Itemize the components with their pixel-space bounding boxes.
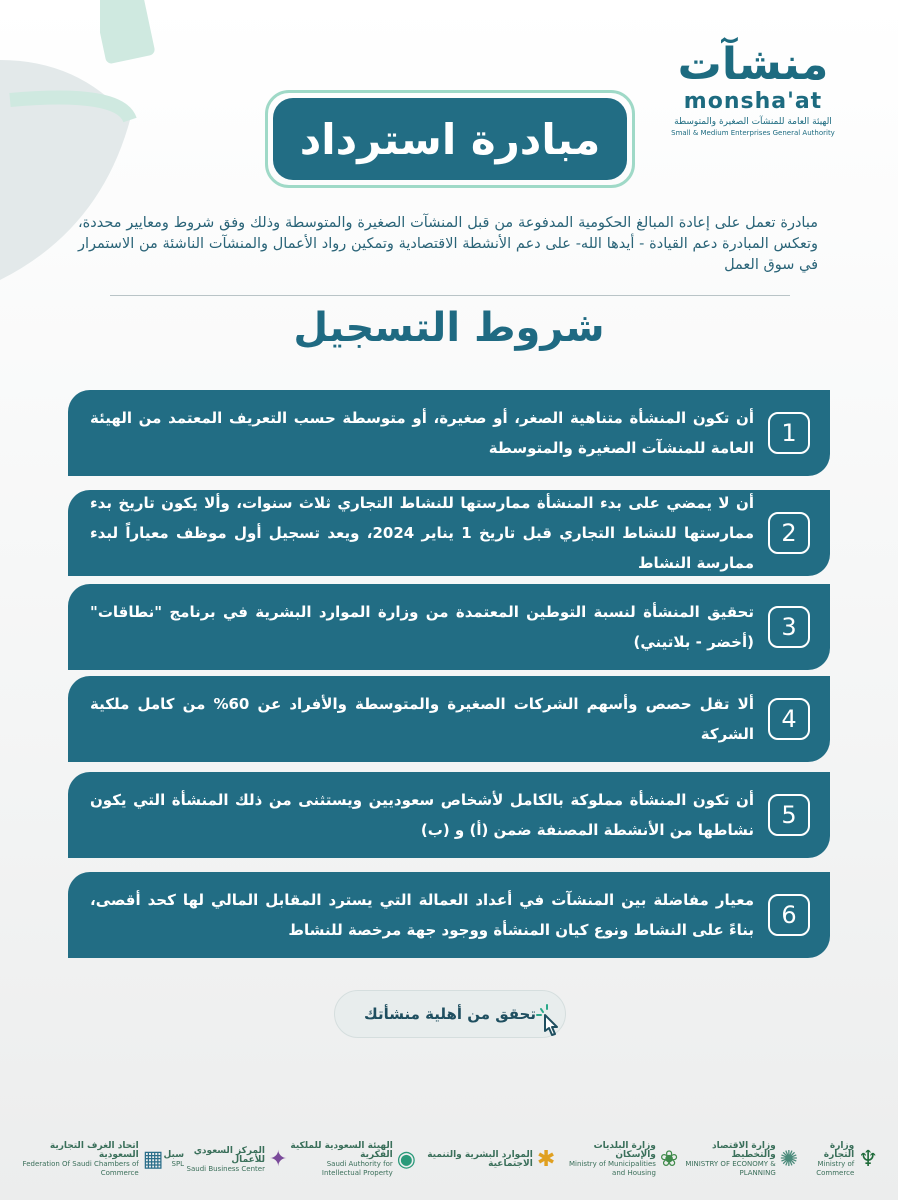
economy-icon: ✺ xyxy=(779,1147,799,1172)
pointer-click-icon xyxy=(533,1001,569,1041)
logo-english: monsha'at xyxy=(683,89,823,114)
chambers-icon: ▦ xyxy=(142,1147,164,1172)
condition-card xyxy=(68,584,830,670)
condition-number: 2 xyxy=(768,512,810,554)
municipalities-icon: ❀ xyxy=(659,1147,679,1172)
condition-number: 5 xyxy=(768,794,810,836)
business-center-icon: ✦ xyxy=(268,1147,288,1172)
partner-logo: وزارة الاقتصاد والتخطيط MINISTRY OF ECONOMY & PLANNING ✺ xyxy=(685,1141,799,1177)
partner-logo: الموارد البشرية والتنمية الاجتماعية ✱ xyxy=(427,1147,556,1172)
partner-logo: سبل SPL xyxy=(163,1150,185,1168)
condition-card xyxy=(68,772,830,858)
title-badge xyxy=(265,90,635,188)
condition-text: أن لا يمضي على بدء المنشأة ممارستها للنشاط التجاري ثلاث سنوات، وألا يكون تاريخ بدء ممارستها للنشاط التجاري قبل تاريخ 1 يناير 2024، ويعد تسجيل أول موظف معياراً لبدء ممارسة النشاط xyxy=(90,494,754,572)
condition-card xyxy=(68,390,830,476)
page-title: مبادرة استرداد xyxy=(299,114,601,164)
logo-arabic: منشآت xyxy=(677,39,829,90)
partner-logo: اتحاد الغرف التجارية السعودية Federation Of Saudi Chambers of Commerce ▦ xyxy=(22,1141,164,1177)
condition-card xyxy=(68,676,830,762)
condition-card xyxy=(68,490,830,576)
partner-logo: وزارة البلديات والإسكان Ministry of Municipalities and Housing ❀ xyxy=(569,1141,679,1177)
partner-logo: الهيئة السعودية للملكية الفكرية Saudi Authority for Intellectual Property ◉ xyxy=(290,1141,416,1177)
condition-text: أن تكون المنشأة مملوكة بالكامل لأشخاص سعوديين ويستثنى من ذلك المنشأة التي يكون نشاطها من الأنشطة المصنفة ضمن (أ) و (ب) xyxy=(90,791,754,839)
condition-number: 1 xyxy=(768,412,810,454)
monshaat-logo xyxy=(648,40,858,138)
section-title: شروط التسجيل xyxy=(293,305,605,351)
divider xyxy=(110,295,790,296)
condition-text: تحقيق المنشأة لنسبة التوطين المعتمدة من وزارة الموارد البشرية في برنامج "نطاقات" (أخضر - بلاتيني) xyxy=(90,603,754,651)
cta-label: تحقق من أهلية منشأتك xyxy=(364,1005,537,1023)
condition-number: 6 xyxy=(768,894,810,936)
palm-swords-icon: ♆ xyxy=(858,1147,878,1172)
logo-subtitle-en: Small & Medium Enterprises General Authority xyxy=(671,129,835,137)
check-eligibility-button[interactable] xyxy=(334,990,566,1038)
condition-number: 3 xyxy=(768,606,810,648)
partner-logo: وزارة التجارة Ministry of Commerce ♆ xyxy=(816,1141,878,1177)
condition-text: معيار مفاضلة بين المنشآت في أعداد العمالة التي يسترد المقابل المالي لها كحد أقصى، بناءً على النشاط ونوع كيان المنشأة ووجود جهة مرخصة للنشاط xyxy=(90,891,754,939)
condition-text: ألا تقل حصص وأسهم الشركات الصغيرة والمتوسطة والأفراد عن 60% من كامل ملكية الشركة xyxy=(90,695,754,743)
condition-number: 4 xyxy=(768,698,810,740)
condition-text: أن تكون المنشأة متناهية الصغر، أو صغيرة، أو متوسطة حسب التعريف المعتمد من الهيئة العامة للمنشآت الصغيرة والمتوسطة xyxy=(90,409,754,457)
intro-paragraph: مبادرة تعمل على إعادة المبالغ الحكومية المدفوعة من قبل المنشآت الصغيرة والمتوسطة وذلك وفق شروط ومعايير محددة، وتعكس المبادرة دعم القيادة - أيدها الله- على دعم الأنشطة الاقتصادية وتمكين رواد الأعمال والمنشآت الناشئة من الاستمرار في سوق العمل xyxy=(78,215,818,273)
condition-card xyxy=(68,872,830,958)
partner-logo: المركز السعودي للأعمال Saudi Business Center ✦ xyxy=(186,1145,288,1173)
hr-icon: ✱ xyxy=(536,1147,556,1172)
ip-icon: ◉ xyxy=(396,1147,416,1172)
logo-subtitle-ar: الهيئة العامة للمنشآت الصغيرة والمتوسطة xyxy=(674,117,832,127)
partner-logos xyxy=(20,1130,878,1190)
